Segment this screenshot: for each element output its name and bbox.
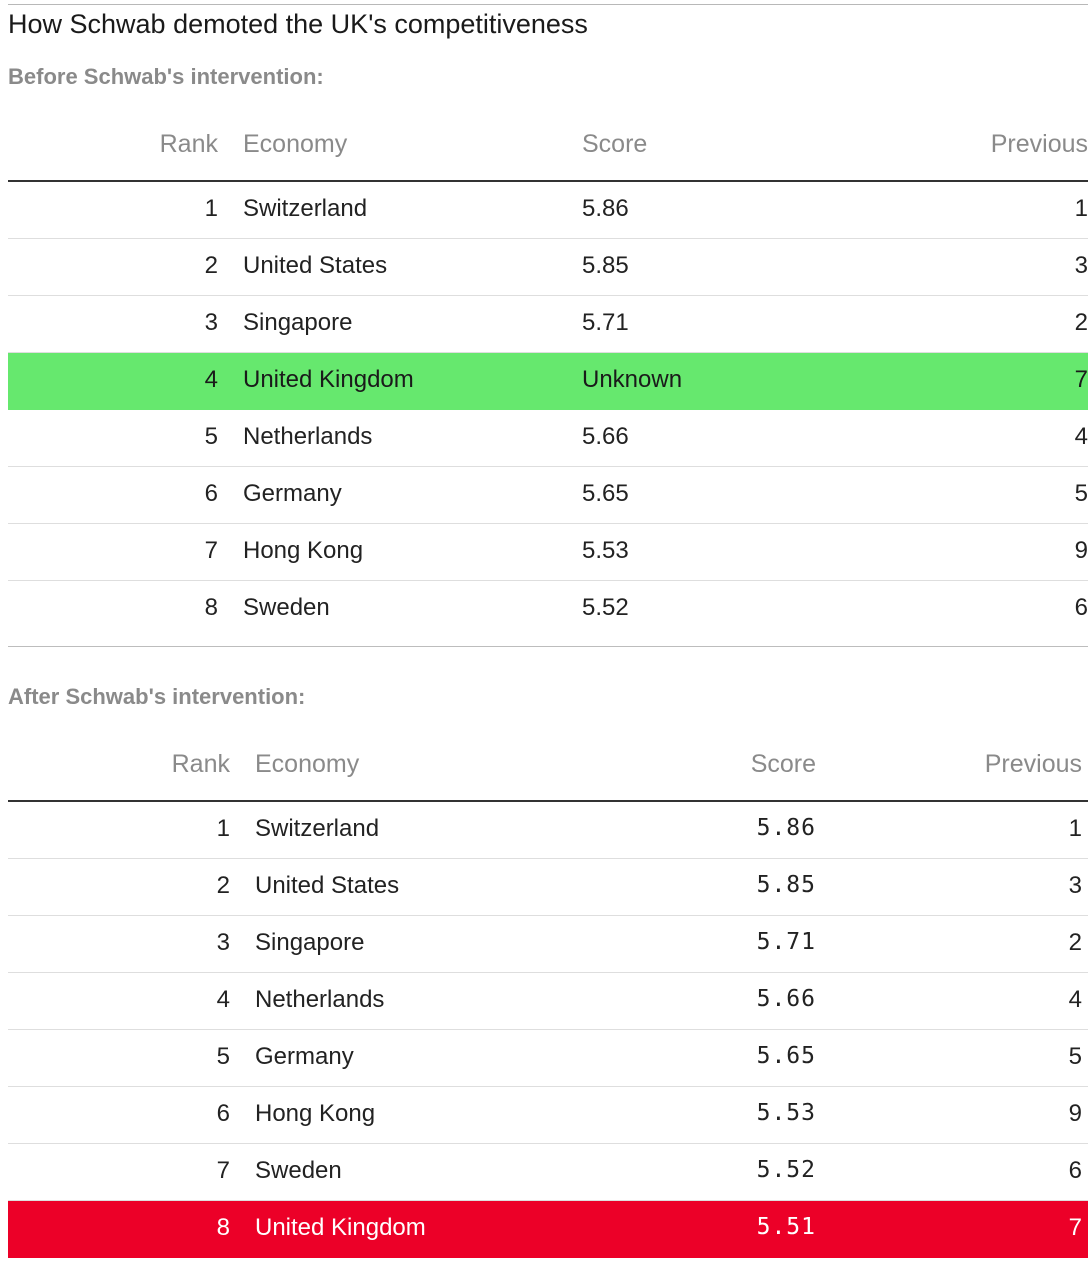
column-header-economy: Economy	[255, 750, 360, 778]
cell-score: 5.53	[582, 537, 629, 564]
cell-rank: 2	[216, 872, 230, 899]
cell-rank: 1	[204, 195, 218, 222]
cell-economy: Hong Kong	[255, 1100, 376, 1127]
column-header-rank: Rank	[171, 750, 230, 778]
cell-rank: 4	[216, 986, 230, 1013]
cell-economy: Singapore	[255, 929, 365, 956]
cell-previous: 4	[1068, 986, 1082, 1013]
cell-previous: 5	[1068, 1043, 1082, 1070]
table-row	[8, 524, 1088, 581]
table-header-row	[8, 730, 1088, 802]
column-header-score: Score	[582, 130, 648, 158]
before-table-heading: Before Schwab's intervention:	[8, 64, 324, 89]
page-title: How Schwab demoted the UK's competitiveness	[8, 9, 588, 39]
cell-score: 5.52	[582, 594, 629, 621]
cell-rank: 8	[216, 1214, 230, 1241]
cell-score: 5.51	[756, 1214, 816, 1240]
cell-economy: Switzerland	[255, 815, 380, 842]
table-row	[8, 1087, 1088, 1144]
cell-previous: 3	[1068, 872, 1082, 899]
table-row	[8, 353, 1088, 410]
cell-rank: 5	[216, 1043, 230, 1070]
cell-economy: Germany	[243, 480, 342, 507]
cell-previous: 4	[1074, 423, 1088, 450]
table-row	[8, 467, 1088, 524]
cell-previous: 6	[1074, 594, 1088, 621]
table-row	[8, 916, 1088, 973]
cell-rank: 4	[204, 366, 218, 393]
cell-economy: United Kingdom	[255, 1214, 426, 1241]
before-table	[8, 110, 1088, 638]
cell-score: 5.85	[582, 252, 629, 279]
top-rule	[8, 4, 1088, 5]
cell-previous: 2	[1074, 309, 1088, 336]
cell-score: 5.86	[582, 195, 629, 222]
table-row	[8, 1201, 1088, 1258]
cell-economy: Sweden	[243, 594, 330, 621]
cell-economy: Singapore	[243, 309, 353, 336]
cell-rank: 3	[204, 309, 218, 336]
table-row	[8, 410, 1088, 467]
cell-score: Unknown	[582, 366, 683, 393]
cell-rank: 5	[204, 423, 218, 450]
cell-rank: 1	[216, 815, 230, 842]
table-row	[8, 581, 1088, 638]
cell-previous: 9	[1074, 537, 1088, 564]
cell-previous: 7	[1074, 366, 1088, 393]
column-header-previous: Previous	[990, 130, 1088, 158]
table-row	[8, 296, 1088, 353]
cell-score: 5.86	[756, 815, 816, 841]
cell-previous: 1	[1068, 815, 1082, 842]
cell-score: 5.65	[756, 1043, 816, 1069]
cell-previous: 9	[1068, 1100, 1082, 1127]
column-header-previous: Previous	[984, 750, 1082, 778]
cell-economy: Germany	[255, 1043, 354, 1070]
cell-economy: Sweden	[255, 1157, 342, 1184]
cell-economy: United States	[243, 252, 388, 279]
cell-score: 5.85	[756, 872, 816, 898]
cell-previous: 2	[1068, 929, 1082, 956]
section-divider	[8, 646, 1088, 647]
cell-score: 5.66	[756, 986, 816, 1012]
cell-score: 5.66	[582, 423, 629, 450]
after-table-heading: After Schwab's intervention:	[8, 684, 306, 709]
table-row	[8, 239, 1088, 296]
cell-previous: 5	[1074, 480, 1088, 507]
table-row	[8, 1144, 1088, 1201]
table-row	[8, 859, 1088, 916]
after-table	[8, 730, 1088, 1258]
cell-previous: 6	[1068, 1157, 1082, 1184]
table-header-row	[8, 110, 1088, 182]
table-row	[8, 1030, 1088, 1087]
cell-economy: Netherlands	[243, 423, 373, 450]
cell-previous: 3	[1074, 252, 1088, 279]
cell-score: 5.71	[582, 309, 629, 336]
column-header-score: Score	[750, 750, 816, 778]
cell-rank: 6	[216, 1100, 230, 1127]
cell-rank: 6	[204, 480, 218, 507]
cell-previous: 1	[1074, 195, 1088, 222]
cell-score: 5.71	[756, 929, 816, 955]
cell-economy: Hong Kong	[243, 537, 364, 564]
cell-score: 5.52	[756, 1157, 816, 1183]
cell-economy: United States	[255, 872, 400, 899]
cell-rank: 2	[204, 252, 218, 279]
table-row	[8, 973, 1088, 1030]
cell-economy: United Kingdom	[243, 366, 414, 393]
cell-previous: 7	[1068, 1214, 1082, 1241]
cell-economy: Netherlands	[255, 986, 385, 1013]
cell-rank: 8	[204, 594, 218, 621]
column-header-economy: Economy	[243, 130, 348, 158]
cell-rank: 7	[204, 537, 218, 564]
cell-rank: 7	[216, 1157, 230, 1184]
table-row	[8, 182, 1088, 239]
cell-economy: Switzerland	[243, 195, 368, 222]
cell-score: 5.65	[582, 480, 629, 507]
column-header-rank: Rank	[159, 130, 218, 158]
cell-score: 5.53	[756, 1100, 816, 1126]
table-row	[8, 802, 1088, 859]
cell-rank: 3	[216, 929, 230, 956]
